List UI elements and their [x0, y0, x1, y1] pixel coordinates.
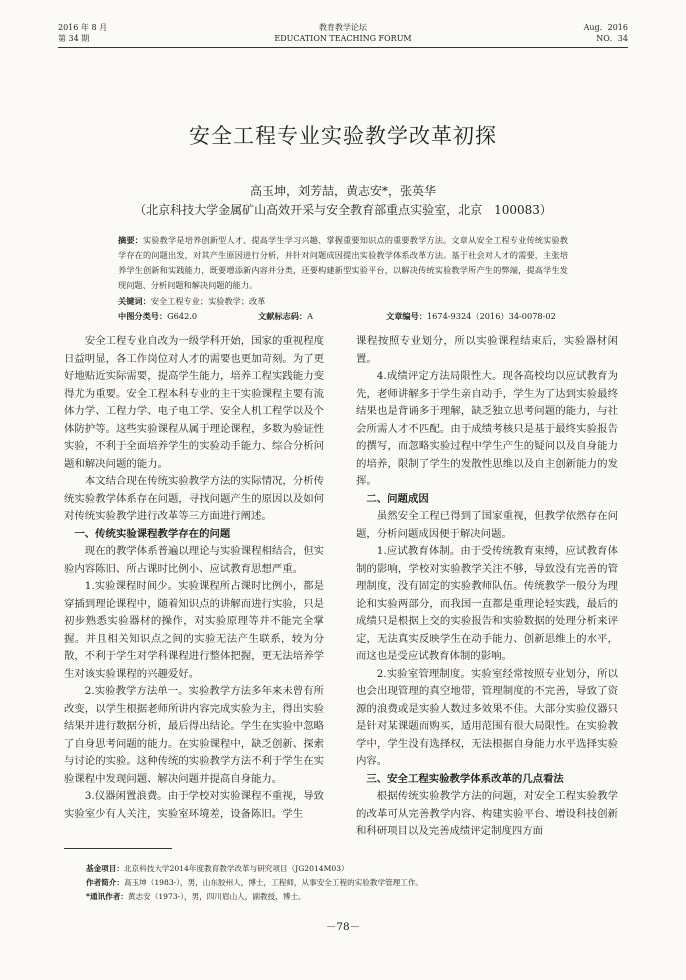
header-rule: [58, 47, 628, 48]
header-issue-en: NO．34: [596, 34, 628, 43]
body-column-right: [356, 333, 618, 841]
article-authors: 高玉坤，刘芳喆，黄志安*，张英华: [249, 184, 436, 198]
header-issue: 第 34 期: [58, 34, 90, 43]
article-number: 文章编号：1674-9324（2016）34-0078-02: [386, 311, 556, 321]
paragraph: 安全工程专业自改为一级学科开始，国家的重视程度日益明显，各工作岗位对人才的需要也更加苛刻。为了更好地贴近实际需要，提高学生能力，培养工程实践能力变得尤为重要。安全工程本科专业的主干实验课程主要有流体力学、工程力学、电子电工学、安全人机工程学以及个体防护等。这些实验课程从属于理论课程，多数为验证性实验，不利于全面培养学生的实验动手能力、综合分析问题和解决问题的能力。: [64, 335, 324, 470]
header-date: 2016 年 8 月: [58, 23, 108, 32]
footnote-corresponding: *通讯作者：黄志安（1973-），男，四川眉山人，副教授，博士。: [86, 892, 306, 901]
paragraph: 2.实验室管理制度。实验室经常按照专业划分，所以也会出现管理的真空地带，管理制度的不完善，导致了资源的浪费或是实验人数过多效果不佳。大部分实验仪器只是针对某课题而购买，适用范围有很大局限性。在实验教学中，学生没有选择权，无法根据自身能力水平选择实验内容。: [356, 667, 618, 767]
section-heading: 一、传统实验课程教学存在的问题: [74, 527, 231, 540]
paragraph: 根据传统实验教学方法的问题，对安全工程实验教学的改革可从完善教学内容、构建实验平台、增设科技创新和科研项目以及完善成绩评定制度四方面: [356, 790, 618, 837]
section-heading: 二、问题成因: [366, 492, 429, 505]
keywords: [118, 296, 568, 307]
body-column-left: [64, 333, 324, 823]
paragraph: 3.仪器闲置浪费。由于学校对实验课程不重视，导致实验室少有人关注，实验室环境差，设备陈旧。学生: [64, 790, 324, 820]
header-date-en: Aug．2016: [583, 23, 628, 32]
abstract: [118, 233, 568, 293]
document-code: 文献标志码：A: [258, 311, 314, 321]
header-center: [58, 22, 628, 44]
article-title: 安全工程专业实验教学改革初探: [189, 124, 497, 148]
footnotes: [86, 862, 616, 904]
abstract-label: 摘要：: [118, 235, 144, 245]
abstract-text: 实验教学是培养创新型人才、提高学生学习兴趣、掌握重要知识点的重要教学方法。文章从安全工程专业传统实验教学存在的问题出发，对其产生原因进行分析，并针对问题成因提出实验教学体系改革方法。基于社会对人才的需要，主张培养学生创新和实践能力，既要增添新内容并分类，还要构建新型实验平台，以解决传统实验教学所产生的弊端，提高学生发现问题、分析问题和解决问题的能力。: [118, 235, 568, 290]
footnote-fund: 基金项目：北京科技大学2014年度教育教学改革与研究项目（JG2014M03）: [86, 864, 349, 873]
paragraph: 虽然安全工程已得到了国家重视，但教学依然存在问题，分析问题成因便于解决问题。: [356, 510, 618, 540]
paragraph: 4.成绩评定方法局限性大。现各高校均以应试教育为先，老师讲解多于学生亲自动手，学生为了达到实验最终结果也是背诵多于理解，缺乏独立思考问题的能力，与社会所需人才不匹配。由于成绩考核只是基于最终实验报告的撰写，而忽略实验过程中学生产生的疑问以及自身能力的培养，限制了学生的发散性思维以及自主创新能力的发挥。: [356, 370, 618, 487]
keywords-text: 安全工程专业；实验教学；改革: [150, 296, 266, 306]
journal-name-en: EDUCATION TEACHING FORUM: [274, 34, 412, 43]
footnote-author: 作者简介：高玉坤（1983-），男，山东胶州人，博士，工程师，从事安全工程的实验教学管理工作。: [86, 878, 424, 887]
paragraph: 1.实验课程时间少。实验课程所占课时比例小，都是穿插到理论课程中，随着知识点的讲解而进行实验，只是初步熟悉实验器材的操作，对实验原理等并不能完全掌握。并且相关知识点之间的实验无法产生联系，较为分散，不利于学生对学科课程进行整体把握，更无法培养学生对该实验课程的兴趣爱好。: [64, 580, 324, 680]
paragraph: 课程按照专业划分，所以实验课程结束后，实验器材闲置。: [356, 335, 618, 365]
paragraph: 2.实验教学方法单一。实验教学方法多年来未曾有所改变，以学生根据老师所讲内容完成实验为主，得出实验结果并进行数据分析，最后得出结论。学生在实验中忽略了自身思考问题的能力。在实验课程中，缺乏创新、探索与讨论的实验。这种传统的实验教学方法不利于学生在实验课程中发现问题、解决问题并提高自身能力。: [64, 685, 324, 785]
clc-number: 中图分类号：G642.0: [118, 311, 198, 321]
keywords-label: 关键词：: [118, 296, 151, 306]
paragraph: 本文结合现在传统实验教学方法的实际情况，分析传统实验教学体系存在问题，寻找问题产生的原因以及如何对传统实验教学进行改革等三方面进行阐述。: [64, 475, 324, 522]
footnote-rule: [64, 848, 172, 849]
paragraph: 现在的教学体系普遍以理论与实验课程相结合，但实验内容陈旧、所占课时比例小、应试教育思想严重。: [64, 545, 324, 575]
journal-name-cn: 教育教学论坛: [319, 23, 367, 32]
article-affiliation: （北京科技大学金属矿山高效开采与安全教育部重点实验室，北京 100083）: [134, 203, 552, 217]
header-right: [584, 22, 628, 44]
section-heading: 三、安全工程实验教学体系改革的几点看法: [366, 772, 564, 785]
paragraph: 1.应试教育体制。由于受传统教育束缚，应试教育体制的影响，学校对实验教学关注不够，导致没有完善的管理制度，没有固定的实验教师队伍。传统教学一般分为理论和实验两部分，而我国一直都是重理论轻实践，最后的成绩只是根据上交的实验报告和实验数据的处理分析来评定，无法真实反映学生在动手能力、创新思维上的水平，而这也是受应试教育体制的影响。: [356, 545, 618, 662]
page-number: －78－: [325, 921, 361, 933]
